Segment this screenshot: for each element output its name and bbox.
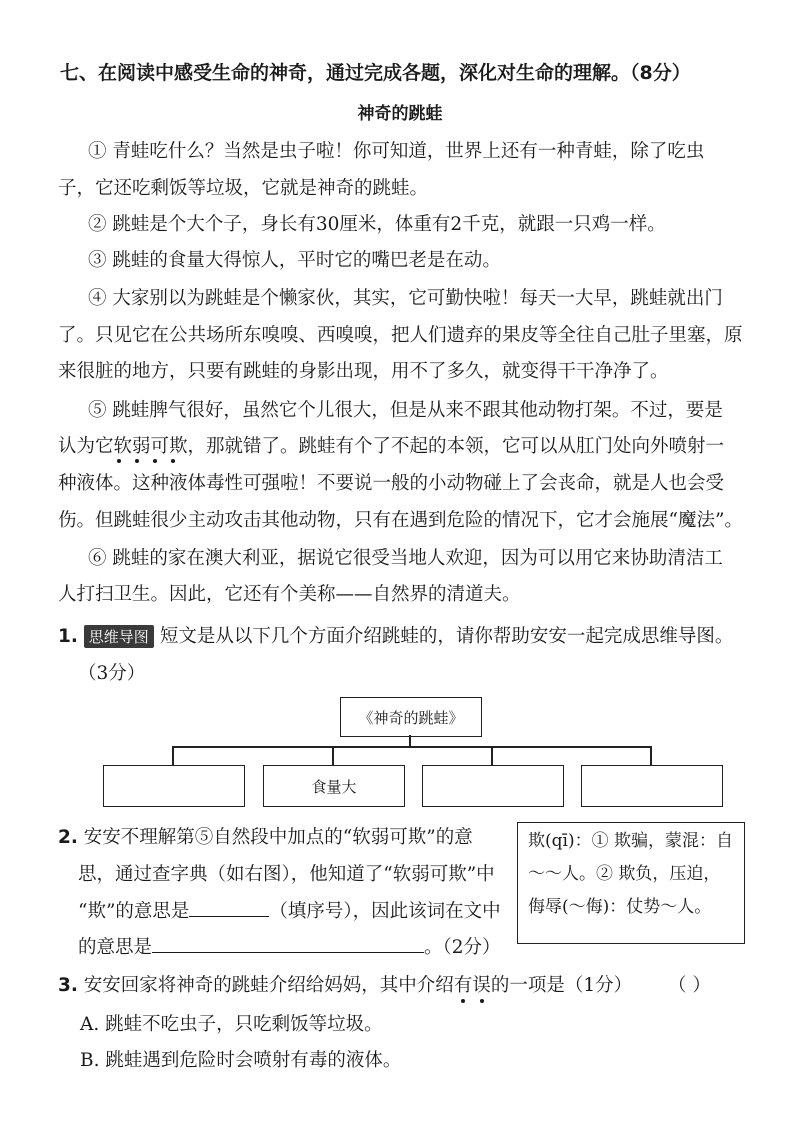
dictionary-entry: 欺(qī)：① 欺骗，蒙混：自～～人。② 欺负，压迫，侮辱(～侮)：仗势～人。 (517, 822, 745, 944)
article-line: 子，它还吃剩饭等垃圾，它就是神奇的跳蛙。 (58, 178, 429, 199)
question-text: （填序号），因此该词在文中 (269, 901, 501, 922)
question-1 (58, 622, 733, 648)
option-a[interactable]: A. 跳蛙不吃虫子，只吃剩饭等垃圾。 (80, 1014, 383, 1035)
answer-paren[interactable]: （ ） (668, 975, 711, 996)
question-points: （3分） (78, 663, 146, 684)
answer-blank-number[interactable] (189, 916, 269, 917)
question-text: 的一项是（1分） (490, 975, 633, 996)
question-2-line (78, 897, 501, 923)
question-number: 3. (58, 975, 78, 996)
emphasis-dot (153, 459, 157, 463)
mind-map-leaf-answer[interactable] (103, 765, 245, 807)
article-line: ② 跳蛙是个大个子，身长有30厘米，体重有2千克，就跟一只鸡一样。 (88, 214, 666, 235)
article-line: 人打扫卫生。因此，它还有个美称——自然界的清道夫。 (58, 584, 521, 605)
article-line: ① 青蛙吃什么？当然是虫子啦！你可知道，世界上还有一种青蛙，除了吃虫 (88, 141, 705, 162)
emphasis-dot (135, 459, 139, 463)
question-number: 1. (58, 626, 78, 647)
article-line: ③ 跳蛙的食量大得惊人，平时它的嘴巴老是在动。 (88, 250, 501, 271)
article-line: ⑥ 跳蛙的家在澳大利亚，据说它很受当地人欢迎，因为可以用它来协助清洁工 (88, 548, 723, 569)
answer-blank-meaning[interactable] (152, 952, 424, 953)
article-line: 伤。但跳蛙很少主动攻击其他动物，只有在遇到危险的情况下，它才会施展“魔法”。 (58, 510, 743, 531)
question-text: 。（2分） (424, 937, 501, 958)
question-text: 安安不理解第⑤自然段中加点的“软弱可欺”的意 (83, 827, 473, 848)
mind-map-tag: 思维导图 (84, 625, 154, 648)
option-b[interactable]: B. 跳蛙遇到危险时会喷射有毒的液体。 (80, 1050, 402, 1071)
mind-map-connector (650, 746, 652, 765)
mind-map-connector (491, 746, 493, 765)
question-2-line: 思，通过查字典（如右图），他知道了“软弱可欺”中 (78, 864, 495, 885)
article-line-with-dotted-word: 认为它软弱可欺，那就错了。跳蛙有个了不起的本领，它可以从肛门处向外喷射一 (58, 436, 725, 457)
article-title: 神奇的跳蛙 (357, 104, 443, 124)
article-line: ⑤ 跳蛙脾气很好，虽然它个儿很大，但是从来不跟其他动物打架。不过，要是 (88, 400, 723, 421)
mind-map-connector (172, 746, 174, 765)
question-number: 2. (58, 827, 78, 848)
question-text: 短文是从以下几个方面介绍跳蛙的，请你帮助安安一起完成思维导图。 (159, 626, 734, 647)
emphasis-dot (117, 459, 121, 463)
mind-map-leaf-answer[interactable] (581, 765, 723, 807)
mind-map-root: 《神奇的跳蛙》 (340, 697, 482, 737)
article-line: ④ 大家别以为跳蛙是个懒家伙，其实，它可勤快啦！每天一大早，跳蛙就出门 (88, 288, 723, 309)
article-line: 来很脏的地方，只要有跳蛙的身影出现，用不了多久，就变得干干净净了。 (58, 361, 669, 382)
mind-map-leaf: 食量大 (263, 765, 405, 807)
question-text: 的意思是 (78, 937, 153, 958)
question-2-line (78, 933, 501, 959)
mind-map-connector (332, 746, 334, 765)
dotted-char: 误 (472, 975, 491, 996)
question-text: “欺”的意思是 (78, 901, 190, 922)
question-text: 安安回家将神奇的跳蛙介绍给妈妈，其中介绍 (83, 975, 454, 996)
emphasis-dot (171, 459, 175, 463)
section-title: 七、在阅读中感受生命的神奇，通过完成各题，深化对生命的理解。（8分） (60, 62, 691, 84)
dotted-char: 有 (453, 975, 473, 996)
question-3-line (58, 971, 632, 997)
mind-map-leaf-answer[interactable] (422, 765, 564, 807)
article-line: 种液体。这种液体毒性可强啦！不要说一般的小动物碰上了会丧命，就是人也会受 (58, 473, 725, 494)
mind-map-connector (172, 746, 651, 748)
question-2-line (58, 823, 473, 849)
article-line: 了。只见它在公共场所东嗅嗅、西嗅嗅，把人们遗弃的果皮等全往自己肚子里塞，原 (58, 325, 743, 346)
